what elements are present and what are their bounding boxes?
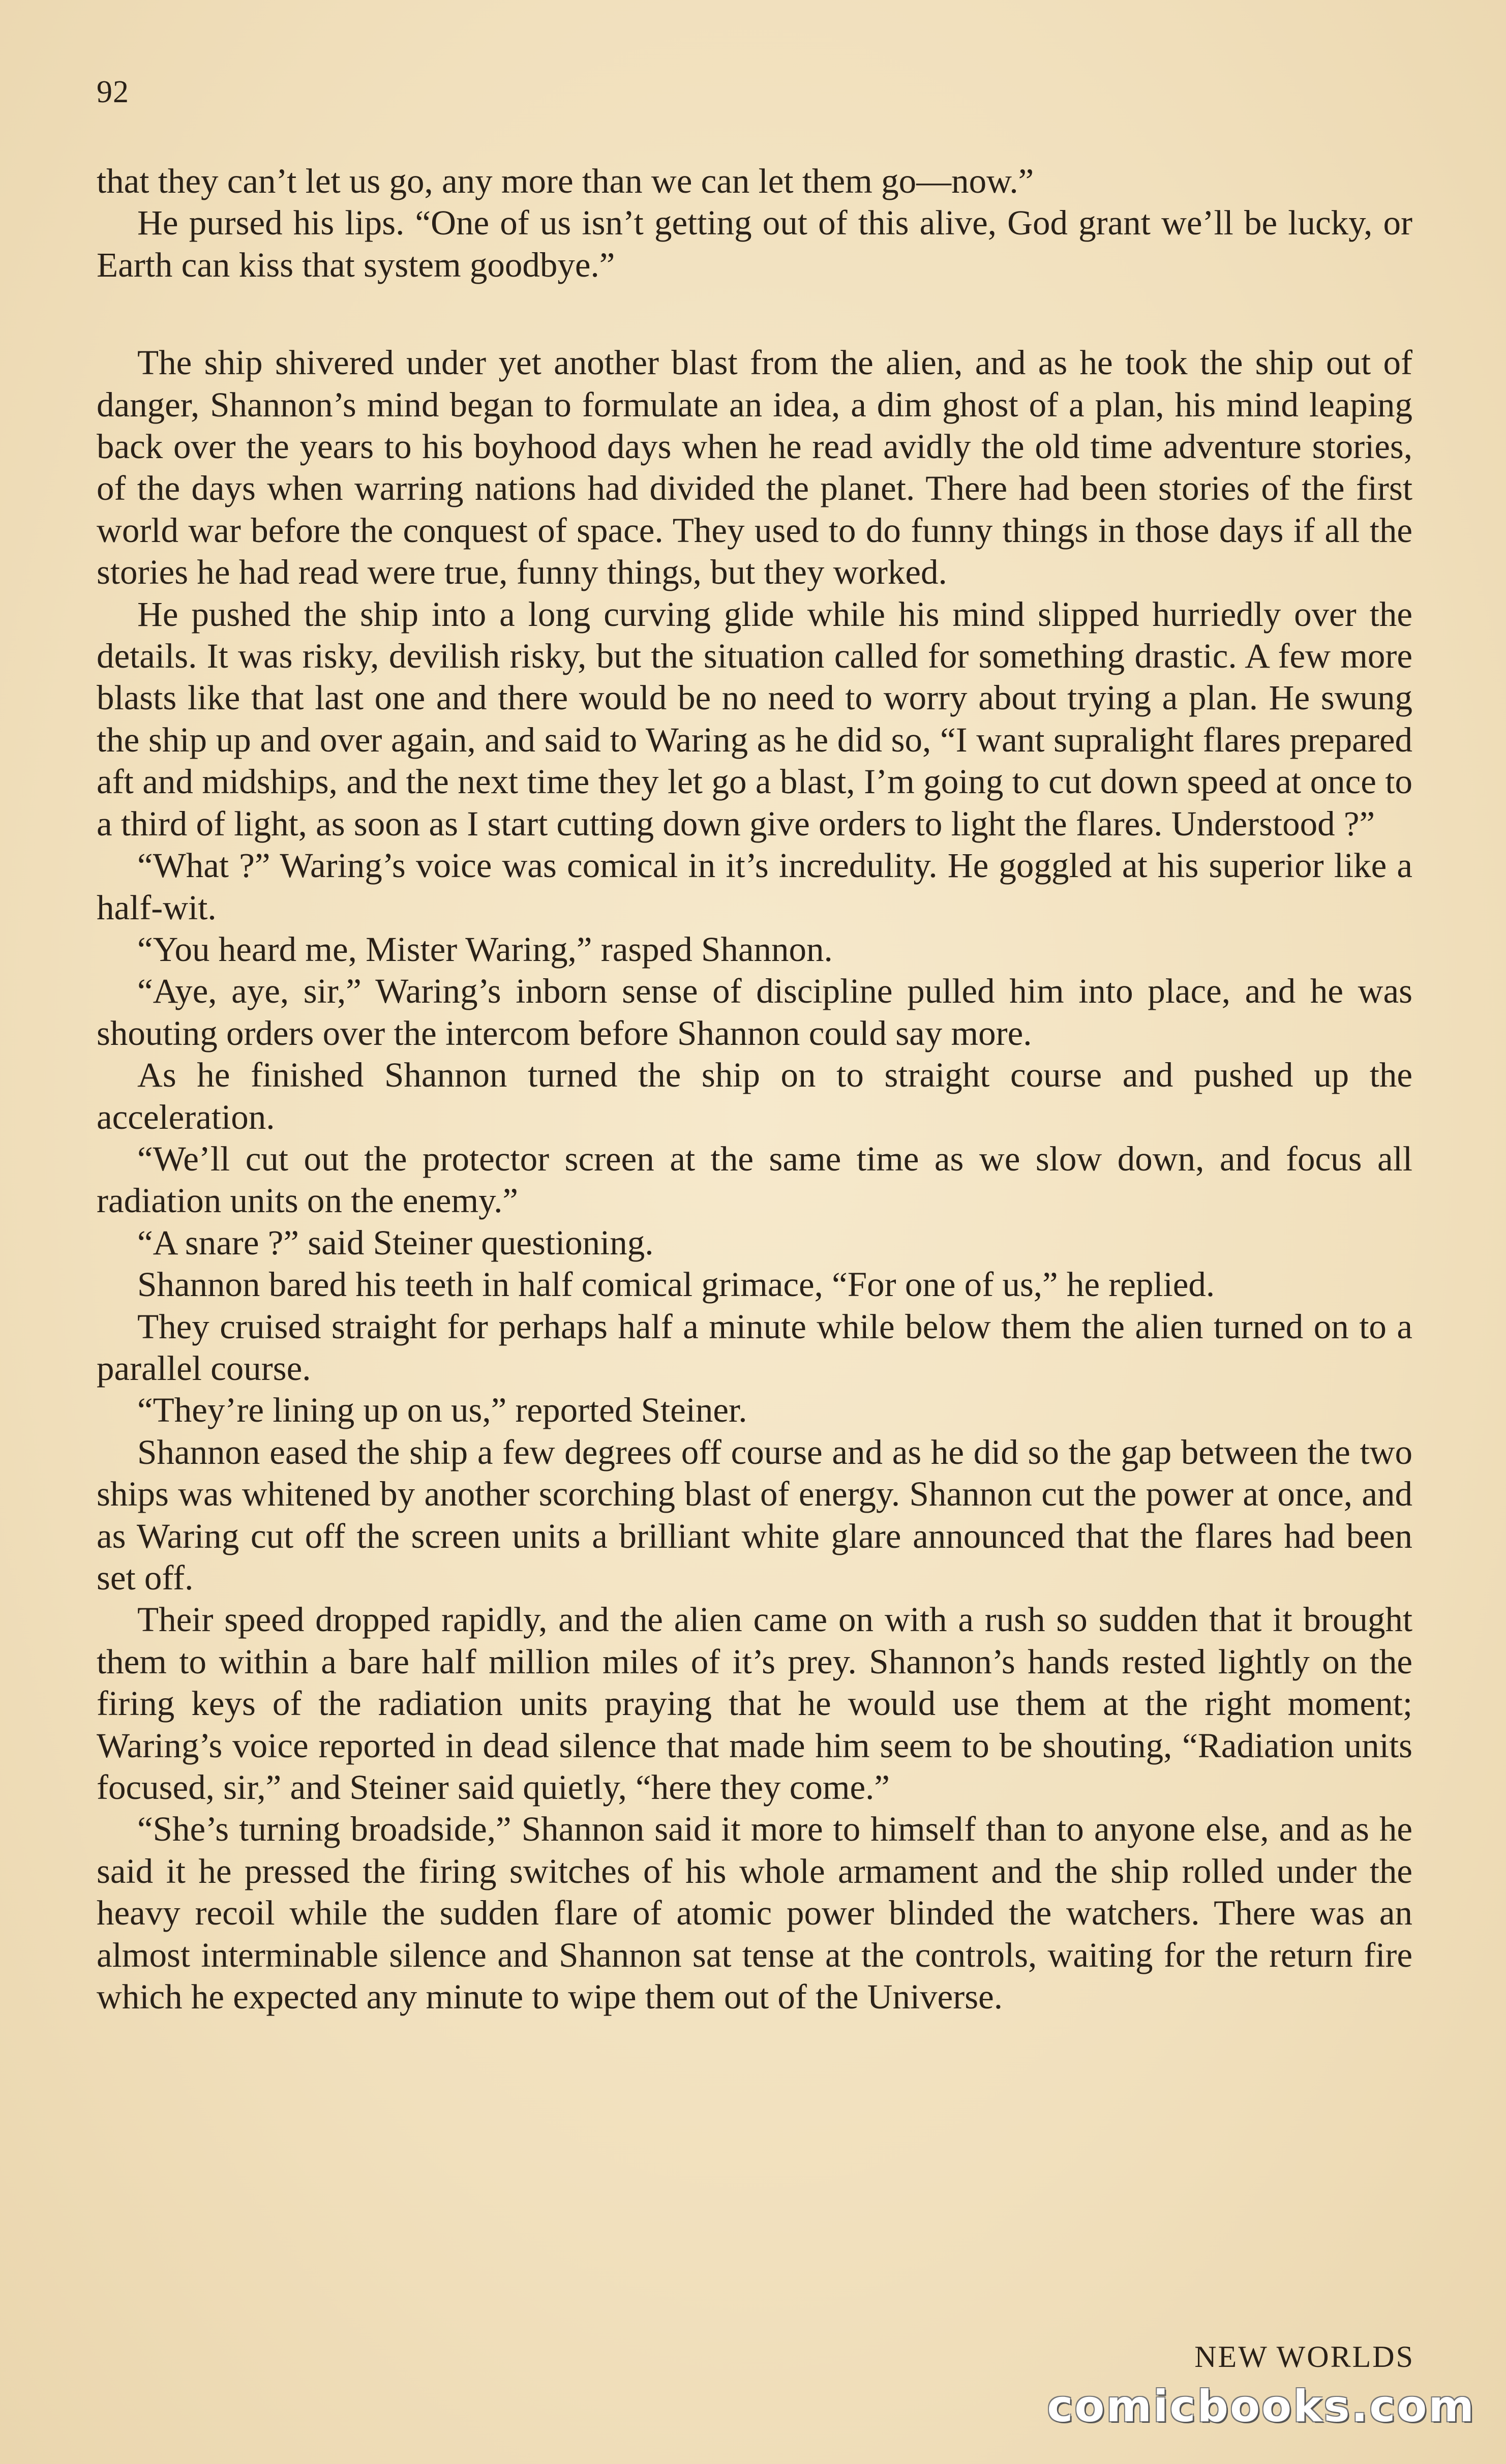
paragraph: As he finished Shannon turned the ship on to straight course and pushed up the acceleration.: [97, 1056, 1412, 1136]
paragraph: “What ?” Waring’s voice was comical in it’s incredulity. He goggled at his superior like a half-wit.: [97, 846, 1412, 927]
paragraph: “We’ll cut out the protector screen at the same time as we slow down, and focus all radiation units on the enemy.”: [97, 1139, 1412, 1220]
paragraph: “They’re lining up on us,” reported Steiner.: [137, 1391, 747, 1430]
watermark: comicbooks.com: [1047, 2381, 1475, 2432]
story-text: [97, 160, 1412, 2018]
running-footer-magazine-title: NEW WORLDS: [1194, 2340, 1414, 2373]
paragraph: The ship shivered under yet another blast from the alien, and as he took the ship out of danger, Shannon’s mind began to formulate an idea, a dim ghost of a plan, his mind leaping back over the years to his boyhood days when he read avidly the old time adventure stories, of the days when warring nations had divided the planet. There had been stories of the first world war before the conquest of space. They used to do funny things in those days if all the stories he had read were true, funny things, but they worked.: [97, 343, 1412, 592]
paragraph: “A snare ?” said Steiner questioning.: [137, 1223, 654, 1262]
page-number: 92: [97, 75, 129, 109]
paragraph: Their speed dropped rapidly, and the alien came on with a rush so sudden that it brought them to within a bare half million miles of it’s prey. Shannon’s hands rested lightly on the firing keys of the radiation units praying that he would use them at the right moment; Waring’s voice reported in dead silence that made him seem to be shouting, “Radiation units focused, sir,” and Steiner said quietly, “here they come.”: [97, 1600, 1412, 1807]
paragraph: “Aye, aye, sir,” Waring’s inborn sense of discipline pulled him into place, and he was shouting orders over the intercom before Shannon could say more.: [97, 972, 1412, 1053]
paragraph: “She’s turning broadside,” Shannon said it more to himself than to anyone else, and as he said it he pressed the firing switches of his whole armament and the ship rolled under the heavy recoil while the sudden flare of atomic power blinded the watchers. There was an almost interminable silence and Shannon sat tense at the controls, waiting for the return fire which he expected any minute to wipe them out of the Universe.: [97, 1810, 1412, 2017]
paragraph: They cruised straight for perhaps half a minute while below them the alien turned on to a parallel course.: [97, 1307, 1412, 1388]
paragraph: Shannon eased the ship a few degrees off course and as he did so the gap between the two ships was whitened by another scorching blast of energy. Shannon cut the power at once, and as Waring cut off the screen units a brilliant white glare announced that the flares had been set off.: [97, 1432, 1412, 1597]
section-break: [97, 286, 1412, 342]
paragraph: Shannon bared his teeth in half comical grimace, “For one of us,” he replied.: [137, 1265, 1215, 1304]
paragraph: He pushed the ship into a long curving glide while his mind slipped hurriedly over the details. It was risky, devilish risky, but the situation called for something drastic. A few more blasts like that last one and there would be no need to worry about trying a plan. He swung the ship up and over again, and said to Waring as he did so, “I want supralight flares prepared aft and midships, and the next time they let go a blast, I’m going to cut down speed at once to a third of light, as soon as I start cutting down give orders to light the flares. Understood ?”: [97, 594, 1412, 843]
paragraph: He pursed his lips. “One of us isn’t getting out of this alive, God grant we’ll be lucky, or Earth can kiss that system goodbye.”: [97, 203, 1412, 284]
paragraph: “You heard me, Mister Waring,” rasped Shannon.: [137, 929, 833, 969]
paragraph-continuation: that they can’t let us go, any more than we can let them go—now.”: [97, 162, 1034, 200]
